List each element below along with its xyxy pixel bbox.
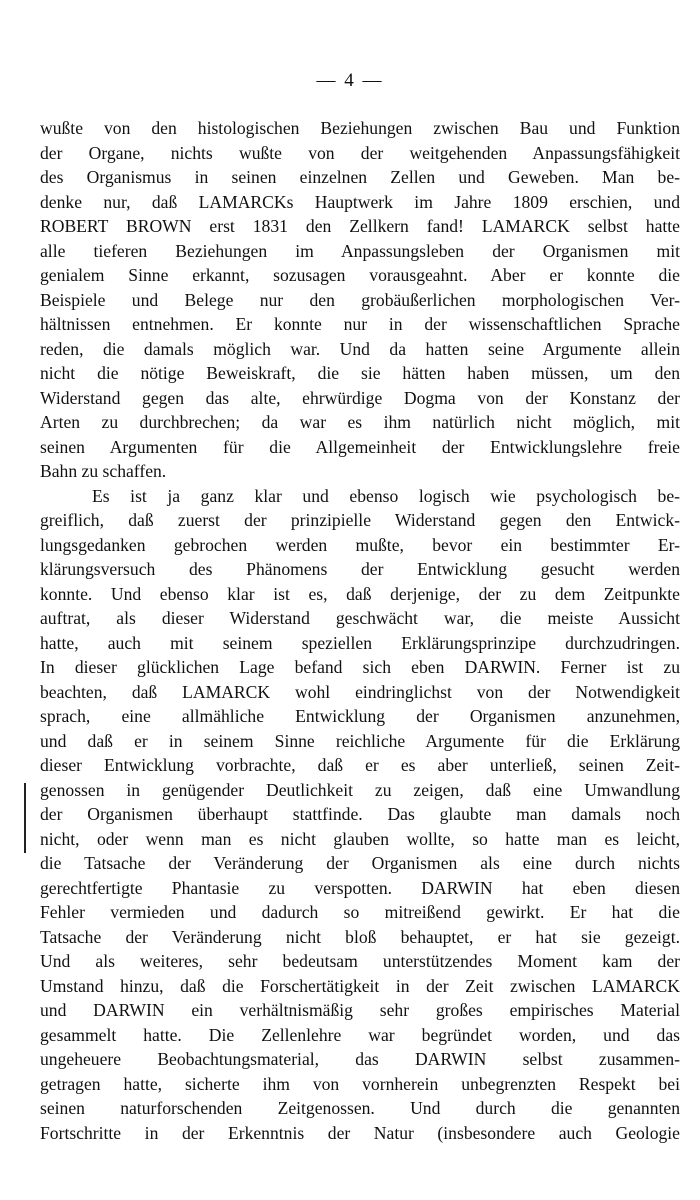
text-line: Fortschritte in der Erkenntnis der Natur (insbesondere auch Geologie — [40, 1122, 680, 1143]
text-line: Bahn zu schaffen. — [40, 461, 167, 481]
margin-mark — [24, 783, 26, 853]
text-line: In dieser glücklichen Lage befand sich eben DARWIN. Ferner ist zu — [40, 657, 680, 677]
text-line: der Organe, nichts wußte von der weitgehenden Anpassungsfähigkeit — [40, 142, 680, 163]
text-line: der Organismen überhaupt stattfinde. Das glaubte man damals noch — [40, 804, 680, 824]
text-line: denke nur, daß LAMARCKs Hauptwerk im Jahre 1809 erschien, und — [40, 191, 680, 212]
text-line: konnte. Und ebenso klar ist es, daß derjenige, der zu dem Zeitpunkte — [40, 583, 680, 604]
text-line: Fehler vermieden und dadurch so mitreißend gewirkt. Er hat die — [40, 902, 680, 922]
text-line: Es ist ja ganz klar und ebenso logisch wie psychologisch be- — [92, 485, 680, 506]
text-line: Beispiele und Belege nur den grobäußerlichen morphologischen Ver- — [40, 289, 680, 310]
text-line: lungsgedanken gebrochen werden mußte, bevor ein bestimmter Er- — [40, 534, 680, 555]
text-line: reden, die damals möglich war. Und da hatten seine Argumente allein — [40, 338, 680, 359]
text-line: ungeheuere Beobachtungsmaterial, das DARWIN selbst zusammen- — [40, 1049, 680, 1069]
text-line: Tatsache der Veränderung nicht bloß behauptet, er hat sie gezeigt. — [40, 926, 680, 947]
text-line: ROBERT BROWN erst 1831 den Zellkern fand! LAMARCK selbst hatte — [40, 216, 680, 236]
text-line: Arten zu durchbrechen; da war es ihm natürlich nicht möglich, mit — [40, 412, 680, 432]
text-line: seinen Argumenten für die Allgemeinheit der Entwicklungslehre freie — [40, 436, 680, 457]
paragraph-1 — [40, 116, 680, 484]
text-line: beachten, daß LAMARCK wohl eindringlichst von der Notwendigkeit — [40, 681, 680, 702]
text-line: gesammelt hatte. Die Zellenlehre war begründet worden, und das — [40, 1024, 680, 1045]
text-line: alle tieferen Beziehungen im Anpassungsleben der Organismen mit — [40, 240, 680, 261]
text-line: genialem Sinne erkannt, sozusagen vorausgeahnt. Aber er konnte die — [40, 265, 680, 285]
text-line: wußte von den histologischen Beziehungen zwischen Bau und Funktion — [40, 118, 680, 138]
text-line: nicht, oder wenn man es nicht glauben wollte, so hatte man es leicht, — [40, 828, 680, 849]
text-line: gerechtfertigte Phantasie zu verspotten. DARWIN hat eben diesen — [40, 877, 680, 898]
text-line: hatte, auch mit seinem speziellen Erklärungsprinzipe durchzudringen. — [40, 632, 680, 653]
text-line: hältnissen entnehmen. Er konnte nur in der wissenschaftlichen Sprache — [40, 314, 680, 334]
text-line: und DARWIN ein verhältnismäßig sehr großes empirisches Material — [40, 1000, 680, 1020]
text-line: Und als weiteres, sehr bedeutsam unterstützendes Moment kam der — [40, 951, 680, 971]
text-line: Widerstand gegen das alte, ehrwürdige Dogma von der Konstanz der — [40, 387, 680, 408]
text-line: Umstand hinzu, daß die Forschertätigkeit in der Zeit zwischen LAMARCK — [40, 975, 680, 996]
text-line: getragen hatte, sicherte ihm von vornherein unbegrenzten Respekt bei — [40, 1073, 680, 1094]
text-line: genossen in genügender Deutlichkeit zu zeigen, daß eine Umwandlung — [40, 779, 680, 800]
text-line: seinen naturforschenden Zeitgenossen. Und durch die genannten — [40, 1098, 680, 1118]
text-line: sprach, eine allmähliche Entwicklung der Organismen anzunehmen, — [40, 706, 680, 726]
text-line: klärungsversuch des Phänomens der Entwicklung gesucht werden — [40, 559, 680, 579]
text-line: dieser Entwicklung vorbrachte, daß er es aber unterließ, seinen Zeit- — [40, 755, 680, 775]
text-line: greiflich, daß zuerst der prinzipielle Widerstand gegen den Entwick- — [40, 510, 680, 530]
text-line: nicht die nötige Beweiskraft, die sie hätten haben müssen, um den — [40, 363, 680, 383]
body-text — [40, 116, 680, 1145]
text-line: und daß er in seinem Sinne reichliche Argumente für die Erklärung — [40, 730, 680, 751]
text-line: auftrat, als dieser Widerstand geschwächt war, die meiste Aussicht — [40, 608, 680, 628]
text-line: des Organismus in seinen einzelnen Zellen und Geweben. Man be- — [40, 167, 680, 187]
paragraph-2 — [40, 484, 680, 1146]
text-line: die Tatsache der Veränderung der Organismen als eine durch nichts — [40, 853, 680, 873]
page-number: — 4 — — [316, 70, 384, 91]
